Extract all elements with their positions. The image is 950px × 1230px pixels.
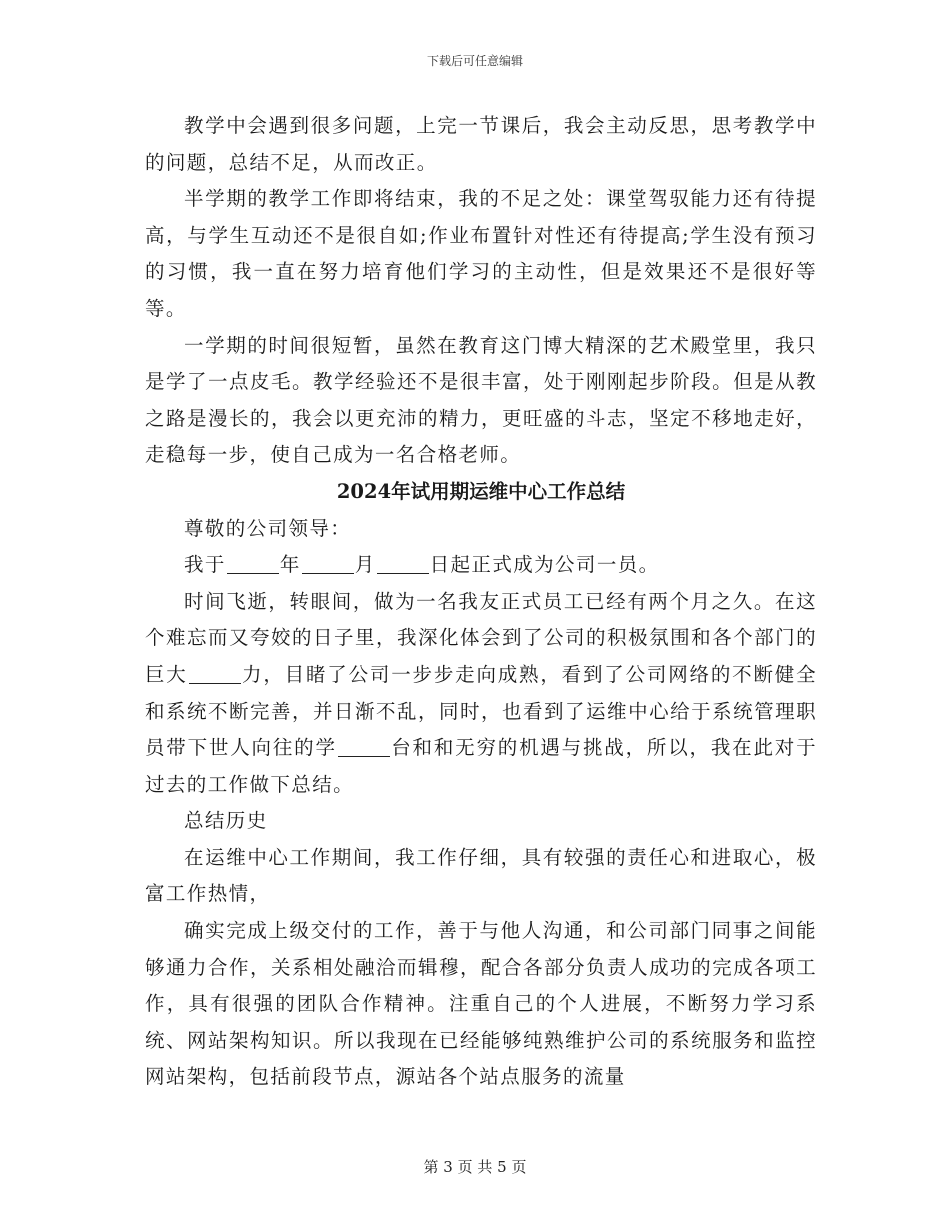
- date-line-text: 月: [354, 553, 376, 577]
- blank-month: [302, 555, 354, 574]
- blank-fill: [338, 738, 390, 757]
- section-heading: 总结历史: [184, 809, 268, 833]
- page-header: 下载后可任意编辑: [426, 54, 523, 68]
- paragraph-shortcomings: 半学期的教学工作即将结束，我的不足之处：课堂驾驭能力还有待提高，与学生互动还不是很自如;作业布置针对性还有待提高;学生没有预习的习惯，我一直在努力培育他们学习的主动性，但是效果还不是很好等等。: [145, 187, 817, 320]
- date-line-text: 年: [279, 553, 301, 577]
- document-title: 2024年试用期运维中心工作总结: [336, 479, 626, 503]
- blank-fill: [189, 665, 241, 684]
- paragraph-work-attitude: 在运维中心工作期间，我工作仔细，具有较强的责任心和进取心，极富工作热情，: [145, 845, 817, 906]
- document-body: [145, 108, 817, 1096]
- date-line-text: 我于: [184, 553, 226, 577]
- salutation: 尊敬的公司领导：: [184, 516, 352, 540]
- blank-year: [227, 555, 279, 574]
- paragraph-teamwork: 确实完成上级交付的工作，善于与他人沟通，和公司部门同事之间能够通力合作，关系相处融洽而辑穆，配合各部分负责人成功的完成各项工作，具有很强的团队合作精神。注重自己的个人进展，不断努力学习系统、网站架构知识。所以我现在已经能够纯熟维护公司的系统服务和监控网站架构，包括前段节点，源站各个站点服务的流量: [145, 919, 817, 1089]
- date-line: [145, 547, 817, 584]
- paragraph-time-text: 时间飞逝，转眼间，做为一名我友正式员工已经有两个月之久。在这个难忘而又夸姣的日子里，我深化体会到了公司的积极氛围和各个部门的巨大: [145, 589, 817, 686]
- paragraph-time: [145, 584, 817, 804]
- page-footer: 第 3 页 共 5 页: [423, 1158, 527, 1176]
- paragraph-semester: 一学期的时间很短暂，虽然在教育这门博大精深的艺术殿堂里，我只是学了一点皮毛。教学经验还不是很丰富，处于刚刚起步阶段。但是从教之路是漫长的，我会以更充沛的精力，更旺盛的斗志，坚定不移地走好，走稳每一步，使自己成为一名合格老师。: [145, 333, 817, 467]
- paragraph-time-text: 力，目睹了公司一步步走向成熟，看到了公司网络的不断健全和系统不断完善，并日渐不乱，同时，也看到了运维中心给于系统管理职员带下世人向往的学: [145, 662, 817, 760]
- paragraph-time-text: 台和和无穷的机遇与挑战，所以，我在此对于过去的工作做下总结。: [145, 736, 817, 796]
- paragraph-reflection: 教学中会遇到很多问题，上完一节课后，我会主动反思，思考教学中的问题，总结不足，从而改正。: [145, 114, 817, 174]
- blank-day: [377, 555, 429, 574]
- date-line-text: 日起正式成为公司一员。: [429, 553, 660, 577]
